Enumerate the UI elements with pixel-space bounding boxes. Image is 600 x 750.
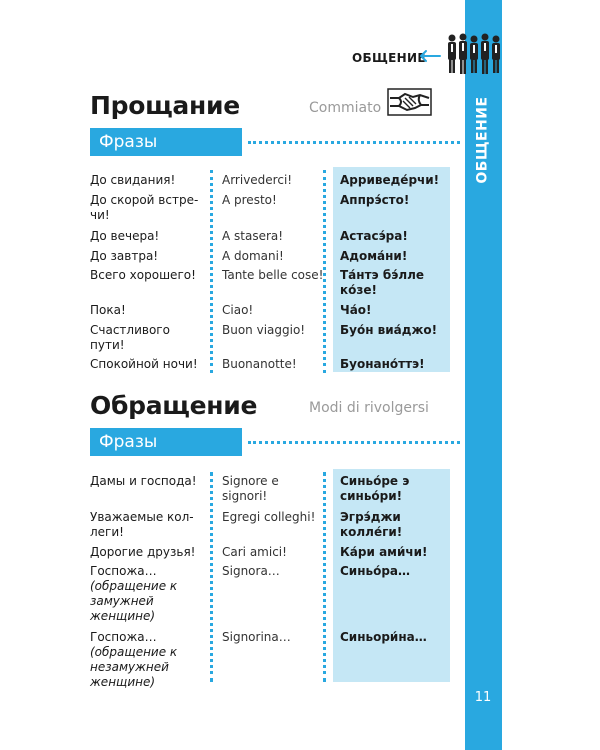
phrase-transcription: Синьо́ра…	[340, 564, 411, 578]
phrase-ru	[90, 564, 205, 624]
phrase-transcription: Адома́ни!	[340, 249, 408, 263]
section-subtitle-addressing: Modi di rivolgersi	[309, 400, 429, 416]
divider-dots	[248, 141, 460, 144]
phrase-ru: Дорогие друзья!	[90, 545, 196, 559]
phrase-it: A domani!	[222, 249, 284, 263]
handshake-icon	[387, 88, 432, 116]
phrase-ru: Дамы и господа!	[90, 474, 197, 488]
phrase-it: A stasera!	[222, 229, 284, 243]
phrase-transcription: Ка́ри ами́чи!	[340, 545, 428, 559]
phrase-ru: Счастливого пути!	[90, 323, 170, 352]
section-title-farewell: Прощание	[90, 91, 240, 120]
phrase-transcription: Ча́о!	[340, 303, 372, 317]
phrase-it: Egregi colleghi!	[222, 510, 316, 524]
phrase-it: Cari amici!	[222, 545, 287, 559]
phrase-transcription: Астасэ́ра!	[340, 229, 408, 243]
phrase-ru: До свидания!	[90, 173, 176, 187]
phrase-ru-note: (обращение к замужней женщине)	[90, 579, 178, 623]
phrase-transcription: Эгрэ́джи колле́ги!	[340, 510, 403, 539]
phrase-transcription: Та́нтэ бэ́лле ко́зе!	[340, 268, 425, 297]
phrase-transcription: Аппрэ́сто!	[340, 193, 410, 207]
phrase-it: Buon viaggio!	[222, 323, 306, 337]
phrase-ru-main: Госпожа…	[90, 630, 157, 644]
column-divider	[210, 472, 213, 682]
phrase-transcription: Синьо́ре э синьо́ри!	[340, 474, 410, 503]
phrase-ru: Спокойной ночи!	[90, 357, 198, 371]
phrase-ru-note: (обращение к незамужней женщине)	[90, 645, 178, 689]
phrase-ru: До скорой встре-чи!	[90, 193, 199, 222]
phrase-ru: Уважаемые кол-леги!	[90, 510, 194, 539]
phrase-transcription: Синьори́на…	[340, 630, 427, 644]
phrase-ru: До вечера!	[90, 229, 160, 243]
phrase-ru: Всего хорошего!	[90, 268, 196, 282]
phrase-it: Signora…	[222, 564, 280, 578]
section-header: ОБЩЕНИЕ	[352, 51, 426, 65]
phrase-it: Tante belle cose!	[222, 268, 324, 282]
phrase-ru-main: Госпожа…	[90, 564, 157, 578]
phrases-label-farewell: Фразы	[90, 128, 242, 156]
phrase-it: Arrivederci!	[222, 173, 293, 187]
phrase-ru: До завтра!	[90, 249, 159, 263]
phrases-label-addressing: Фразы	[90, 428, 242, 456]
column-divider	[210, 170, 213, 373]
phrase-it: Ciao!	[222, 303, 254, 317]
phrase-transcription: Буонано́ттэ!	[340, 357, 425, 371]
phrase-ru	[90, 630, 205, 690]
phrase-it: Signorina…	[222, 630, 291, 644]
people-crowd-icon	[445, 32, 503, 76]
phrase-it: Buonanotte!	[222, 357, 297, 371]
side-tab-label: ОБЩЕНИЕ	[475, 96, 492, 184]
phrase-it: A presto!	[222, 193, 277, 207]
section-title-addressing: Обращение	[90, 391, 258, 420]
page-number: 11	[474, 690, 492, 705]
divider-dots	[248, 441, 460, 444]
phrase-it: Signore e signori!	[222, 474, 279, 503]
phrase-transcription: Арриведе́рчи!	[340, 173, 440, 187]
phrase-transcription: Буо́н виа́джо!	[340, 323, 438, 337]
section-subtitle-farewell: Commiato	[309, 100, 382, 116]
phrase-ru: Пока!	[90, 303, 126, 317]
left-arrow-icon	[418, 49, 442, 63]
